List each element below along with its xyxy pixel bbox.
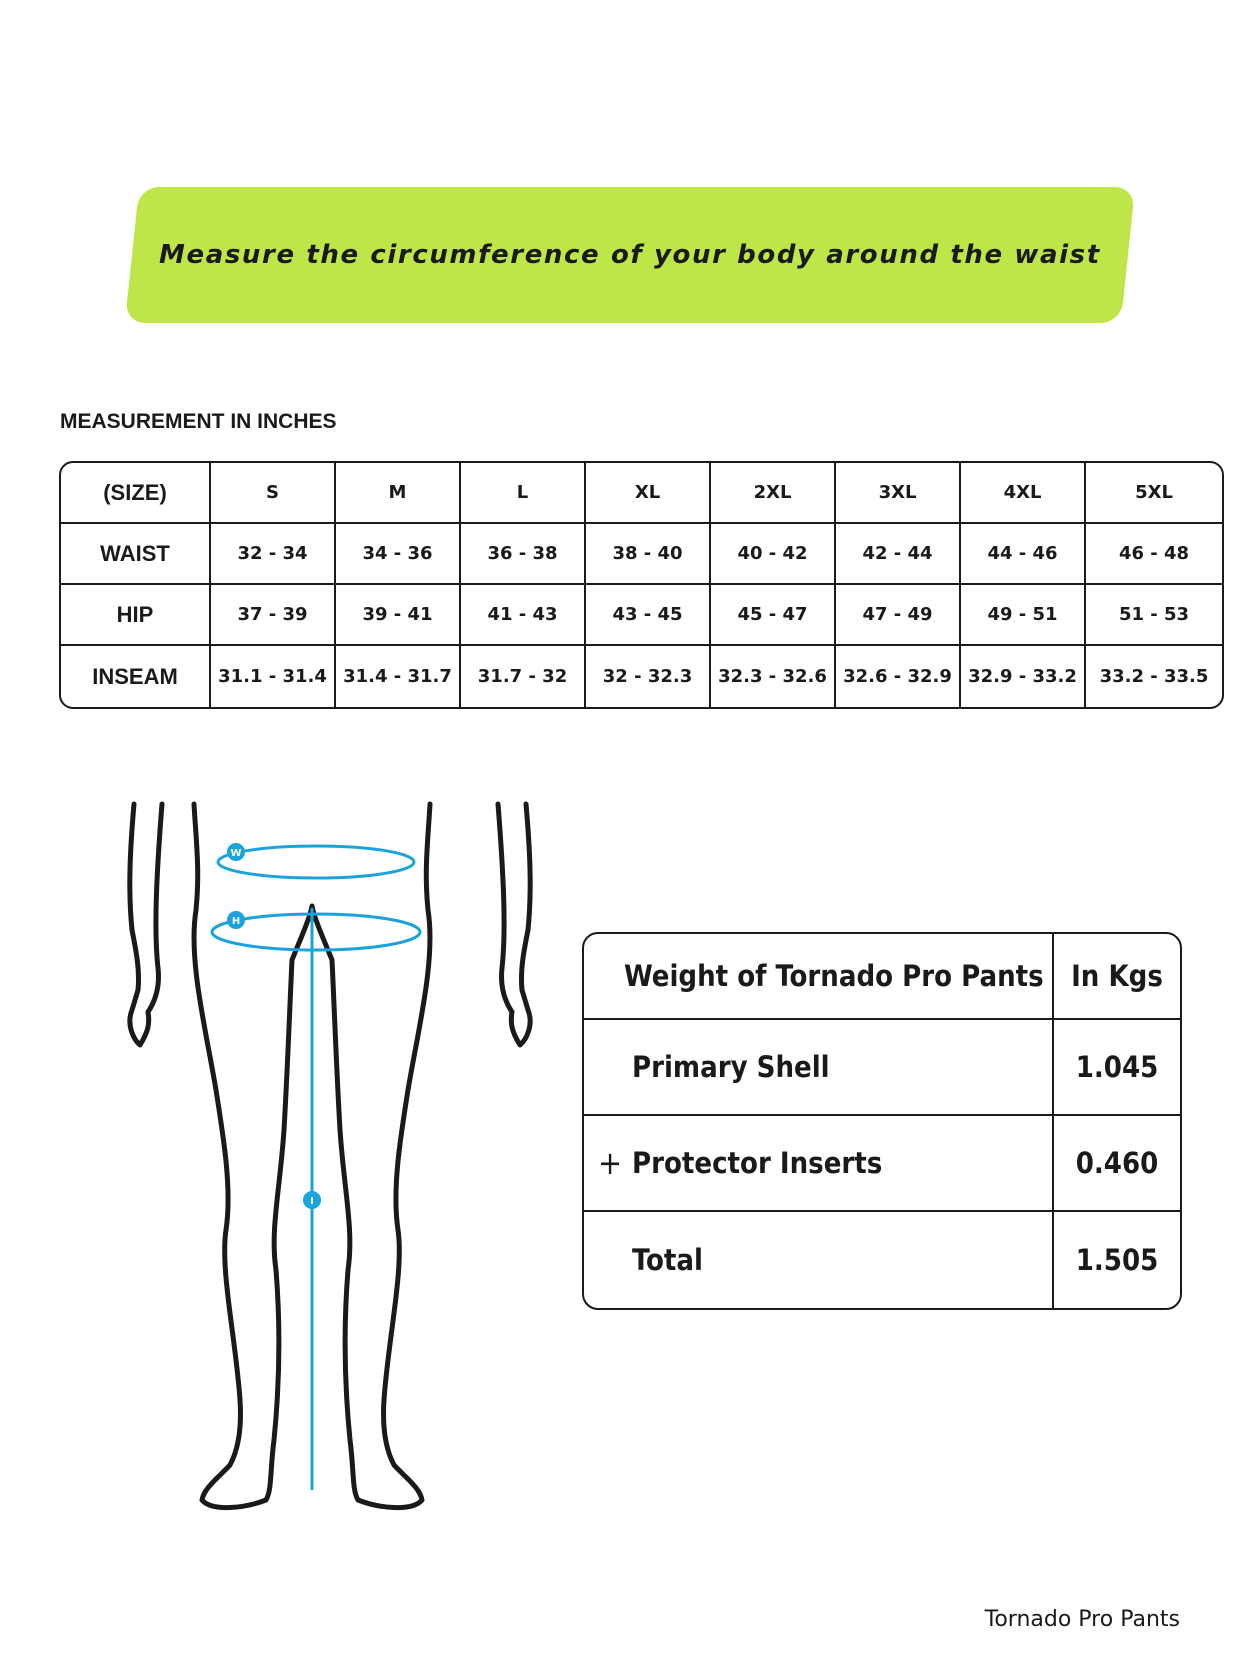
table-cell: 32 - 32.3 — [586, 646, 711, 707]
instruction-banner — [125, 187, 1135, 323]
header-cell-size: (SIZE) — [61, 463, 211, 524]
header-cell: 5XL — [1086, 463, 1222, 524]
header-cell: 2XL — [711, 463, 836, 524]
section-label: MEASUREMENT IN INCHES — [60, 410, 337, 433]
footer-caption: Tornado Pro Pants — [984, 1607, 1180, 1632]
weight-row-text: Primary Shell — [632, 1050, 830, 1084]
table-cell: 38 - 40 — [586, 524, 711, 585]
table-cell: 43 - 45 — [586, 585, 711, 646]
header-cell: XL — [586, 463, 711, 524]
header-cell: L — [461, 463, 586, 524]
table-cell: 40 - 42 — [711, 524, 836, 585]
weight-row-value: 1.505 — [1075, 1243, 1159, 1277]
waist-ring — [218, 846, 414, 878]
table-cell: 49 - 51 — [961, 585, 1086, 646]
weight-row-text: Total — [632, 1243, 703, 1277]
table-cell: 32.6 - 32.9 — [836, 646, 961, 707]
table-cell: 47 - 49 — [836, 585, 961, 646]
hip-marker — [227, 911, 245, 929]
inseam-marker — [303, 1191, 321, 1209]
table-cell: 31.7 - 32 — [461, 646, 586, 707]
waist-marker-letter: W — [230, 848, 242, 859]
table-cell: 32.3 - 32.6 — [711, 646, 836, 707]
table-cell: 31.1 - 31.4 — [211, 646, 336, 707]
weight-row-value: 0.460 — [1054, 1116, 1180, 1212]
table-cell: 51 - 53 — [1086, 585, 1222, 646]
table-cell: 33.2 - 33.5 — [1099, 666, 1209, 687]
row-label-inseam: INSEAM — [61, 646, 211, 707]
table-cell: 37 - 39 — [211, 585, 336, 646]
table-cell: 31.4 - 31.7 — [336, 646, 461, 707]
waist-marker — [227, 843, 245, 861]
header-cell: 4XL — [961, 463, 1086, 524]
weight-row-label — [584, 1116, 1054, 1212]
header-cell: S — [211, 463, 336, 524]
row-label-waist: WAIST — [61, 524, 211, 585]
row-label-hip: HIP — [61, 585, 211, 646]
table-cell: 32 - 34 — [211, 524, 336, 585]
table-cell: 39 - 41 — [336, 585, 461, 646]
weight-row-label — [584, 1212, 1054, 1308]
size-chart-table — [59, 461, 1224, 709]
banner-text: Measure the circumference of your body around the waist — [159, 240, 1101, 270]
table-cell: 46 - 48 — [1086, 524, 1222, 585]
weight-table — [582, 932, 1182, 1310]
table-cell: 34 - 36 — [336, 524, 461, 585]
table-cell: 32.9 - 33.2 — [961, 646, 1086, 707]
weight-header-label: Weight of Tornado Pro Pants — [584, 934, 1054, 1020]
inseam-marker-letter: I — [310, 1196, 314, 1207]
header-cell: 3XL — [836, 463, 961, 524]
weight-row-text: Protector Inserts — [632, 1146, 883, 1180]
table-cell: 41 - 43 — [461, 585, 586, 646]
header-cell: M — [336, 463, 461, 524]
plus-sign: + — [598, 1144, 623, 1182]
weight-row-label — [584, 1020, 1054, 1116]
body-measurement-figure — [120, 800, 540, 1540]
weight-row-value: 1.045 — [1054, 1020, 1180, 1116]
hip-marker-letter: H — [231, 916, 241, 927]
table-cell: 42 - 44 — [836, 524, 961, 585]
table-cell: 44 - 46 — [961, 524, 1086, 585]
weight-header-unit: In Kgs — [1054, 934, 1180, 1020]
table-cell: 45 - 47 — [711, 585, 836, 646]
table-cell: 36 - 38 — [461, 524, 586, 585]
